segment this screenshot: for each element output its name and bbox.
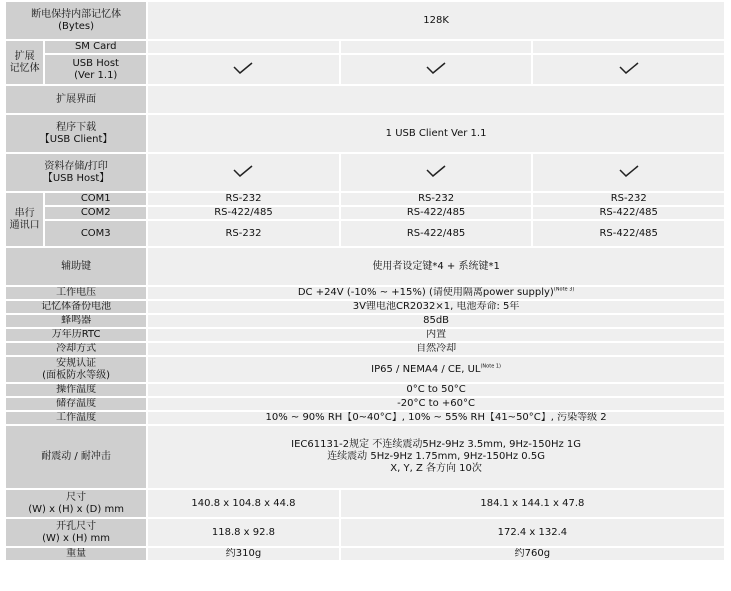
row-rtc — [6, 329, 724, 341]
spec-table — [4, 0, 726, 562]
com1-label: COM1 — [45, 193, 146, 205]
com1-value-3: RS-232 — [533, 193, 724, 205]
row-vibration — [6, 426, 724, 488]
certification-label — [6, 357, 146, 382]
row-cutout — [6, 519, 724, 546]
row-storage-temp — [6, 398, 724, 410]
com3-label: COM3 — [45, 221, 146, 246]
retentive-memory-label-line2: (Bytes) — [58, 20, 95, 32]
cutout-label-line1: 开孔尺寸 — [56, 520, 97, 532]
row-buzzer — [6, 315, 724, 327]
row-usb-host — [6, 55, 724, 84]
checkmark-icon — [619, 62, 639, 74]
com1-value-1: RS-232 — [148, 193, 339, 205]
row-certification — [6, 357, 724, 382]
usb-host-label-line2: (Ver 1.1) — [74, 69, 118, 81]
row-weight — [6, 548, 724, 560]
retentive-memory-label-line1: 断电保持内部记忆体 — [31, 8, 122, 20]
certification-value — [148, 357, 724, 382]
row-com2 — [6, 207, 724, 219]
checkmark-icon — [619, 165, 639, 177]
certification-value-text: IP65 / NEMA4 / CE, UL — [371, 363, 481, 375]
com3-value-3: RS-422/485 — [533, 221, 724, 246]
cooling-value: 自然冷却 — [148, 343, 724, 355]
weight-label: 重量 — [6, 548, 146, 560]
storage-temp-value: -20°C to +60°C — [148, 398, 724, 410]
row-expansion-interface — [6, 86, 724, 113]
expansion-memory-group-line2: 记忆体 — [9, 62, 40, 74]
sm-card-value-2 — [341, 41, 532, 53]
dimensions-label — [6, 490, 146, 517]
vibration-line3: X, Y, Z 各方向 10次 — [390, 463, 482, 474]
row-program-download — [6, 115, 724, 152]
operating-humidity-label: 工作温度 — [6, 412, 146, 424]
com1-value-2: RS-232 — [341, 193, 532, 205]
expansion-memory-group-line1: 扩展 — [14, 50, 35, 62]
row-cooling — [6, 343, 724, 355]
buzzer-label: 蜂鸣器 — [6, 315, 146, 327]
cutout-value-a: 118.8 x 92.8 — [148, 519, 339, 546]
checkmark-icon — [233, 62, 253, 74]
cutout-value-b: 172.4 x 132.4 — [341, 519, 724, 546]
com2-label: COM2 — [45, 207, 146, 219]
operating-humidity-value: 10% ~ 90% RH【0~40°C】, 10% ~ 55% RH【41~50°C】, 污染等级 2 — [148, 412, 724, 424]
certification-note: (Note 1) — [480, 363, 501, 370]
weight-value-a: 约310g — [148, 548, 339, 560]
dimensions-value-b: 184.1 x 144.1 x 47.8 — [341, 490, 724, 517]
rtc-label: 万年历RTC — [6, 329, 146, 341]
cooling-label: 冷却方式 — [6, 343, 146, 355]
voltage-note: (Note 3) — [553, 287, 575, 293]
expansion-interface-value — [148, 86, 724, 113]
storage-temp-label: 储存温度 — [6, 398, 146, 410]
com3-value-1: RS-232 — [148, 221, 339, 246]
usb-host-label — [45, 55, 146, 84]
data-storage-label — [6, 154, 146, 191]
row-voltage — [6, 287, 724, 299]
usb-host-label-line1: USB Host — [72, 57, 119, 69]
checkmark-icon — [426, 62, 446, 74]
operating-temp-value: 0°C to 50°C — [148, 384, 724, 396]
cutout-label-line2: (W) x (H) mm — [42, 532, 111, 544]
expansion-interface-label: 扩展界面 — [6, 86, 146, 113]
sm-card-value-1 — [148, 41, 339, 53]
usb-host-value-1 — [148, 55, 339, 84]
serial-port-group-line1: 串行 — [14, 207, 35, 219]
voltage-value — [148, 287, 724, 299]
operating-temp-label: 操作温度 — [6, 384, 146, 396]
vibration-line2: 连续震动 5Hz-9Hz 1.75mm, 9Hz-150Hz 0.5G — [327, 451, 545, 462]
sm-card-value-3 — [533, 41, 724, 53]
row-data-storage — [6, 154, 724, 191]
program-download-value: 1 USB Client Ver 1.1 — [148, 115, 724, 152]
expansion-memory-group — [6, 41, 43, 84]
data-storage-value-1 — [148, 154, 339, 191]
aux-keys-label: 辅助键 — [6, 248, 146, 285]
com2-value-3: RS-422/485 — [533, 207, 724, 219]
retentive-memory-value: 128K — [148, 2, 724, 39]
row-com1 — [6, 193, 724, 205]
voltage-value-text: DC +24V (-10% ~ +15%) (请使用隔离power supply) — [297, 287, 554, 298]
program-download-label-line1: 程序下载 — [56, 121, 97, 133]
com2-value-1: RS-422/485 — [148, 207, 339, 219]
data-storage-value-3 — [533, 154, 724, 191]
vibration-value — [148, 426, 724, 488]
checkmark-icon — [233, 165, 253, 177]
row-operating-humidity — [6, 412, 724, 424]
sm-card-label: SM Card — [45, 41, 146, 53]
row-com3 — [6, 221, 724, 246]
retentive-memory-label — [6, 2, 146, 39]
vibration-line1: IEC61131-2规定 不连续震动5Hz-9Hz 3.5mm, 9Hz-150Hz 1G — [291, 439, 582, 450]
aux-keys-value: 使用者设定键*4 + 系统键*1 — [148, 248, 724, 285]
row-operating-temp — [6, 384, 724, 396]
usb-host-value-2 — [341, 55, 532, 84]
certification-label-line2: (面板防水等级) — [42, 369, 110, 381]
checkmark-icon — [426, 165, 446, 177]
dimensions-label-line2: (W) x (H) x (D) mm — [28, 503, 124, 515]
certification-label-line1: 安规认证 — [56, 357, 97, 369]
data-storage-label-line2: 【USB Host】 — [42, 172, 110, 184]
program-download-label — [6, 115, 146, 152]
row-dimensions — [6, 490, 724, 517]
voltage-label: 工作电压 — [6, 287, 146, 299]
row-sm-card — [6, 41, 724, 53]
weight-value-b: 约760g — [341, 548, 724, 560]
vibration-label: 耐震动 / 耐冲击 — [6, 426, 146, 488]
row-retentive-memory — [6, 2, 724, 39]
backup-battery-label: 记忆体备份电池 — [6, 301, 146, 313]
row-backup-battery — [6, 301, 724, 313]
backup-battery-value: 3V锂电池CR2032×1, 电池寿命: 5年 — [148, 301, 724, 313]
data-storage-label-line1: 资料存储/打印 — [44, 160, 108, 172]
buzzer-value: 85dB — [148, 315, 724, 327]
row-aux-keys — [6, 248, 724, 285]
usb-host-value-3 — [533, 55, 724, 84]
dimensions-value-a: 140.8 x 104.8 x 44.8 — [148, 490, 339, 517]
serial-port-group-line2: 通讯口 — [9, 219, 40, 231]
com2-value-2: RS-422/485 — [341, 207, 532, 219]
cutout-label — [6, 519, 146, 546]
program-download-label-line2: 【USB Client】 — [39, 133, 113, 145]
serial-port-group — [6, 193, 43, 246]
dimensions-label-line1: 尺寸 — [66, 491, 87, 503]
com3-value-2: RS-422/485 — [341, 221, 532, 246]
data-storage-value-2 — [341, 154, 532, 191]
rtc-value: 内置 — [148, 329, 724, 341]
